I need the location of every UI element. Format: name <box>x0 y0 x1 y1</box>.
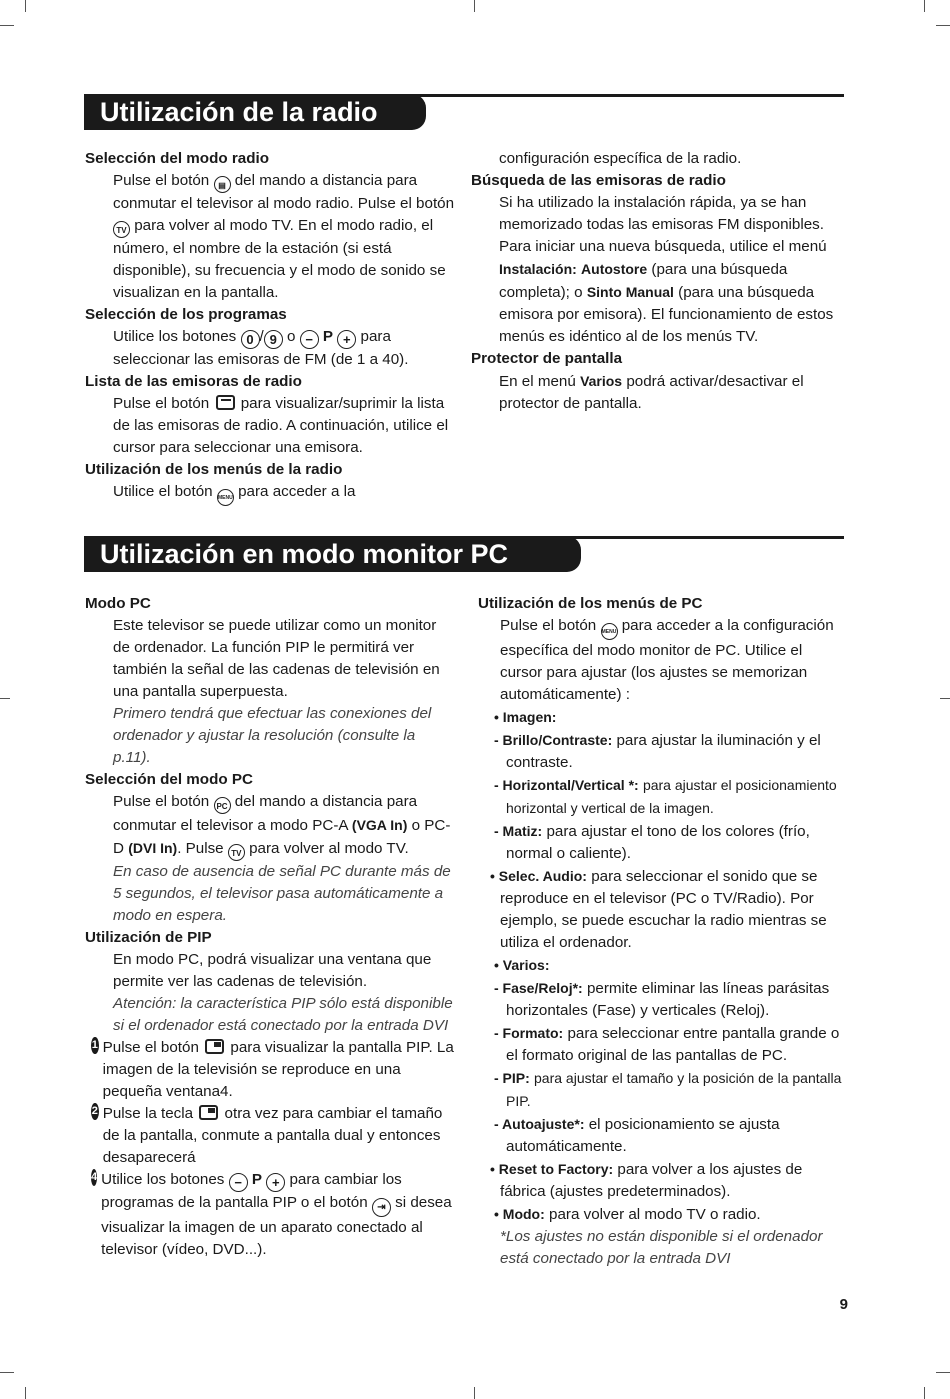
menu-name: Sinto Manual <box>586 284 674 300</box>
label: - Horizontal/Vertical *: <box>494 777 639 793</box>
paragraph <box>478 615 846 706</box>
text: Pulse el botón <box>113 793 210 810</box>
paragraph: configuración específica de la radio. <box>499 150 742 167</box>
text: para seleccionar entre pantalla grande o el formato original de las pantallas de PC. <box>506 1025 840 1064</box>
text: para ajustar la iluminación y el contraste. <box>506 732 821 771</box>
menu-name: Varios <box>580 373 623 389</box>
heading-pc-select: Selección del modo PC <box>85 771 253 788</box>
label: - PIP: <box>494 1070 530 1086</box>
menu-name: Instalación <box>499 261 573 277</box>
p-label: P <box>322 328 334 345</box>
heading-station-search: Búsqueda de las emisoras de radio <box>471 172 726 189</box>
text: para acceder a la <box>238 483 356 500</box>
list-icon <box>216 395 235 410</box>
menu-item-matiz <box>478 820 846 865</box>
step-4 <box>85 1169 457 1261</box>
section-title-radio: Utilización de la radio <box>84 94 426 130</box>
menu-item-hv <box>478 774 846 820</box>
text: En el menú <box>499 373 576 390</box>
pc-icon: PC <box>214 797 231 814</box>
text: Pulse el botón <box>500 617 597 634</box>
tv-icon: TV <box>228 844 245 861</box>
crop-mark <box>0 25 14 26</box>
crop-mark <box>0 1372 14 1373</box>
text: (para una búsqueda completa); o <box>499 261 788 301</box>
step-number: 1 <box>91 1037 99 1054</box>
label: - Autoajuste*: <box>494 1116 585 1132</box>
heading-pip: Utilización de PIP <box>85 929 212 946</box>
menu-item-varios <box>478 954 846 977</box>
p-label: P <box>251 1171 262 1188</box>
heading-pc-mode: Modo PC <box>85 595 151 612</box>
paragraph: En modo PC, podrá visualizar una ventana que permite ver las cadenas de televisión. <box>113 951 432 990</box>
text: para ajustar el posicionamiento horizontal y vertical de la imagen. <box>506 777 837 816</box>
text: para ajustar el tono de los colores (frío, normal o caliente). <box>506 823 810 862</box>
menu-item-reset <box>478 1158 846 1203</box>
text: . Pulse <box>177 840 224 857</box>
radio-right-column <box>471 148 843 415</box>
minus-icon: − <box>300 330 319 349</box>
label: - Formato: <box>494 1025 564 1041</box>
text: otra vez para cambiar el tamaño de la pantalla, conmute a pantalla dual y entonces desaparecerá <box>102 1105 443 1166</box>
heading-radio-mode: Selección del modo radio <box>85 150 269 167</box>
text: para acceder a la configuración específica del modo monitor de PC. Utilice el cursor para ajustar (los ajustes se memorizan automáticamente) : <box>500 617 834 703</box>
paragraph <box>85 170 455 304</box>
menu-icon: MENU <box>217 489 234 506</box>
crop-mark <box>936 25 950 26</box>
note: En caso de ausencia de señal PC durante más de 5 segundos, el televisor pasa automáticamente a modo en espera. <box>113 863 451 924</box>
menu-item-imagen <box>478 706 846 729</box>
text: para volver al modo TV. En el modo radio, el número, el nombre de la estación (si está disponible), su frecuencia y el modo de sonido se visualizan en la pantalla. <box>113 217 446 301</box>
menu-name: Autostore <box>581 261 648 277</box>
source-icon: ⇥ <box>372 1198 391 1217</box>
heading-radio-menus: Utilización de los menús de la radio <box>85 461 343 478</box>
crop-mark <box>940 698 950 699</box>
heading-pc-menus: Utilización de los menús de PC <box>478 595 703 612</box>
text: Pulse el botón <box>113 172 210 189</box>
footnote: *Los ajustes no están disponible si el ordenador está conectado por la entrada DVI <box>500 1228 823 1267</box>
label: • Selec. Audio: <box>490 868 587 884</box>
radio-icon: ▤ <box>214 176 231 193</box>
text: para cambiar los programas de la pantalla PIP o el botón <box>101 1171 402 1211</box>
crop-mark <box>25 0 26 12</box>
pip-icon <box>205 1039 224 1054</box>
note: Primero tendrá que efectuar las conexiones del ordenador y ajustar la resolución (consulte la p.11). <box>113 705 432 766</box>
crop-mark <box>924 1387 925 1399</box>
text: para volver a los ajustes de fábrica (ajustes predeterminados). <box>500 1161 803 1200</box>
step-text <box>103 1103 457 1169</box>
menu-item-formato <box>478 1022 846 1067</box>
step-text <box>103 1037 457 1103</box>
menu-item-modo <box>478 1203 846 1226</box>
text: o <box>286 328 296 345</box>
crop-mark <box>924 0 925 12</box>
menu-item-fase <box>478 977 846 1022</box>
pc-left-column <box>85 593 457 1261</box>
menu-item-brillo <box>478 729 846 774</box>
paragraph <box>471 192 843 348</box>
text: para visualizar/suprimir la lista de las emisoras de radio. A continuación, utilice el cursor para seleccionar una emisora. <box>113 395 449 456</box>
heading-station-list: Lista de las emisoras de radio <box>85 373 302 390</box>
radio-left-column <box>85 148 455 506</box>
note: Atención: la característica PIP sólo está disponible si el ordenador está conectado por la entrada DVI <box>113 995 453 1034</box>
text: Utilice el botón <box>113 483 213 500</box>
label: • Varios: <box>494 957 550 973</box>
text: para seleccionar el sonido que se reproduce en el televisor (PC o TV/Radio). Por ejemplo, se puede escuchar la radio mientras se utiliza el ordenador. <box>500 868 827 951</box>
step-1 <box>85 1037 457 1103</box>
text: Utilice los botones <box>113 328 237 345</box>
text: (para una búsqueda emisora por emisora). El funcionamiento de estos menús es idéntico al de los menús TV. <box>499 284 834 345</box>
text: el posicionamiento se ajusta automáticamente. <box>506 1116 780 1155</box>
crop-mark <box>0 698 10 699</box>
page-number: 9 <box>839 1296 848 1313</box>
tv-icon: TV <box>113 221 130 238</box>
section-title-pc: Utilización en modo monitor PC <box>84 536 581 572</box>
text: para volver al modo TV. <box>249 840 409 857</box>
text: Utilice los botones <box>101 1171 225 1188</box>
step-text <box>101 1169 457 1261</box>
menu-item-audio <box>478 865 846 954</box>
label: - Fase/Reloj*: <box>494 980 583 996</box>
paragraph: Utilice los botones 0 / 9 o − P + para seleccionar las emisoras de FM (de 1 a 40). <box>113 328 409 368</box>
pip-icon <box>199 1105 218 1120</box>
menu-icon: MENU <box>601 623 618 640</box>
text: para volver al modo TV o radio. <box>549 1206 761 1223</box>
step-number: 4 <box>91 1169 97 1186</box>
separator: : <box>572 261 577 277</box>
heading-programs: Selección de los programas <box>85 306 287 323</box>
crop-mark <box>25 1387 26 1399</box>
plus-icon: + <box>266 1173 285 1192</box>
input-name: (VGA In) <box>351 817 408 833</box>
digit-9-icon: 9 <box>264 330 283 349</box>
label: - Brillo/Contraste: <box>494 732 613 748</box>
paragraph <box>85 791 457 861</box>
text: del mando a distancia para conmutar el televisor a modo PC-A <box>113 793 418 834</box>
text: si desea visualizar la imagen de un aparato conectado al televisor (vídeo, DVD...). <box>101 1194 452 1258</box>
text: para seleccionar las emisoras de FM (de 1 a 40). <box>113 328 409 368</box>
crop-mark <box>936 1372 950 1373</box>
minus-icon: − <box>229 1173 248 1192</box>
paragraph: Este televisor se puede utilizar como un monitor de ordenador. La función PIP le permitirá ver también la señal de las cadenas de televisión en una pantalla superpuesta. <box>113 617 440 700</box>
input-name: (DVI In) <box>128 840 178 856</box>
text: permite eliminar las líneas parásitas horizontales (Fase) y verticales (Reloj). <box>506 980 830 1019</box>
step-number: 2 <box>91 1103 99 1120</box>
crop-mark <box>474 0 475 12</box>
text: para visualizar la pantalla PIP. La imagen de la televisión se reproduce en una pequeña ventana4. <box>102 1039 454 1100</box>
menu-item-pip <box>478 1067 846 1113</box>
text: podrá activar/desactivar el protector de pantalla. <box>499 373 804 412</box>
paragraph <box>471 370 843 415</box>
crop-mark <box>474 1387 475 1399</box>
text: del mando a distancia para conmutar el televisor al modo radio. Pulse el botón <box>113 172 455 212</box>
label: • Imagen: <box>494 709 557 725</box>
text: Pulse la tecla <box>102 1105 194 1122</box>
text: Si ha utilizado la instalación rápida, ya se han memorizado todas las emisoras FM disponibles. Para iniciar una nueva búsqueda, utilice el menú <box>499 194 827 255</box>
paragraph <box>85 393 455 459</box>
text: o PC-D <box>113 817 451 857</box>
label: • Modo: <box>494 1206 545 1222</box>
label: - Matiz: <box>494 823 543 839</box>
pc-right-column <box>478 593 846 1270</box>
text: Pulse el botón <box>102 1039 199 1056</box>
digit-0-icon: 0 <box>241 330 260 349</box>
text: para ajustar el tamaño y la posición de la pantalla PIP. <box>506 1070 842 1109</box>
plus-icon: + <box>337 330 356 349</box>
menu-item-autoajuste <box>478 1113 846 1158</box>
heading-screensaver: Protector de pantalla <box>471 350 623 367</box>
paragraph <box>85 481 455 506</box>
step-2 <box>85 1103 457 1169</box>
label: • Reset to Factory: <box>490 1161 614 1177</box>
text: Pulse el botón <box>113 395 210 412</box>
